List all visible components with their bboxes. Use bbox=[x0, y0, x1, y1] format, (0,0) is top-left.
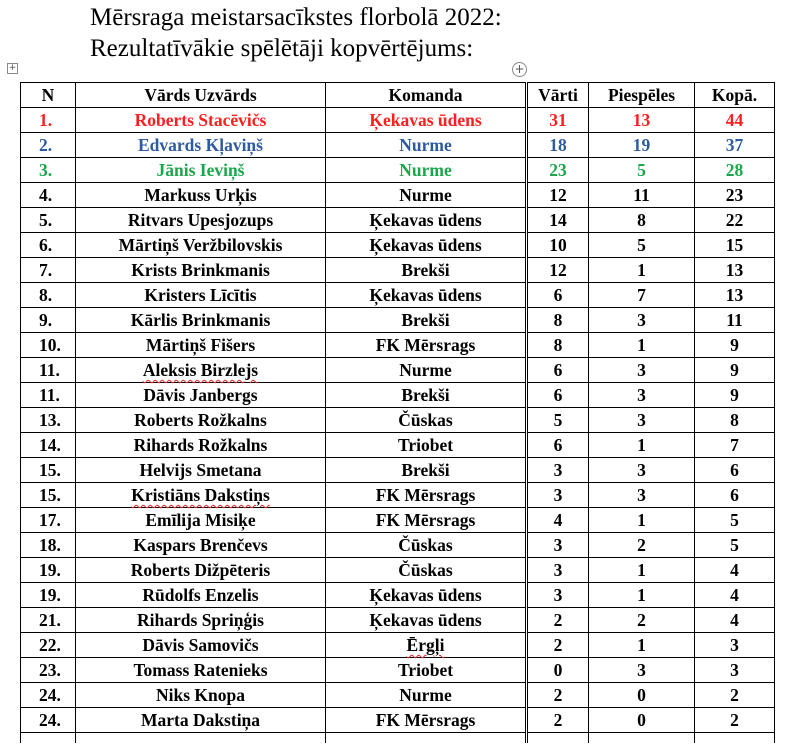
team-cell bbox=[326, 533, 526, 558]
goals-cell: 2 bbox=[528, 683, 589, 708]
table-row bbox=[21, 658, 526, 683]
header-total: Kopā. bbox=[695, 83, 775, 108]
stats-row bbox=[528, 708, 775, 733]
goals-cell: 10 bbox=[528, 233, 589, 258]
rank-cell-text: 19. bbox=[39, 585, 61, 605]
document-title bbox=[90, 2, 502, 64]
rank-cell bbox=[21, 283, 76, 308]
empty-row bbox=[528, 733, 775, 743]
table-header-row bbox=[21, 83, 526, 108]
team-cell-text: Čūskas bbox=[398, 560, 453, 580]
assists-cell: 0 bbox=[589, 708, 695, 733]
table-row bbox=[21, 683, 526, 708]
team-cell-text: Ķekavas ūdens bbox=[369, 610, 482, 630]
team-cell-text: Ērgļi bbox=[406, 635, 445, 655]
player-name-cell-text: Tomass Ratenieks bbox=[133, 660, 268, 680]
rank-cell-text: 9. bbox=[39, 310, 53, 330]
stats-row bbox=[528, 233, 775, 258]
rank-cell-text: 7. bbox=[39, 260, 53, 280]
header-team: Komanda bbox=[326, 83, 526, 108]
player-name-cell-text: Edvards Kļaviņš bbox=[138, 135, 263, 155]
player-name-cell bbox=[76, 608, 326, 633]
assists-cell: 5 bbox=[589, 233, 695, 258]
team-cell bbox=[326, 208, 526, 233]
stats-row bbox=[528, 658, 775, 683]
rank-cell-text: 8. bbox=[39, 285, 53, 305]
rank-cell bbox=[21, 233, 76, 258]
rank-cell-text: 18. bbox=[39, 535, 61, 555]
rank-cell bbox=[21, 658, 76, 683]
total-cell: 9 bbox=[695, 333, 775, 358]
goals-cell: 23 bbox=[528, 158, 589, 183]
total-cell: 3 bbox=[695, 633, 775, 658]
table-row bbox=[21, 383, 526, 408]
rank-cell-text: 11. bbox=[39, 360, 60, 380]
team-cell bbox=[326, 133, 526, 158]
team-cell-text: Triobet bbox=[397, 435, 454, 455]
team-cell-text: FK Mērsrags bbox=[375, 510, 476, 530]
player-name-cell bbox=[76, 658, 326, 683]
assists-cell: 3 bbox=[589, 458, 695, 483]
player-name-cell-text: Markuss Urķis bbox=[144, 185, 257, 205]
team-cell bbox=[326, 108, 526, 133]
player-name-cell-text: Kārlis Brinkmanis bbox=[130, 310, 271, 330]
table-row bbox=[21, 583, 526, 608]
goals-cell: 3 bbox=[528, 583, 589, 608]
total-cell: 5 bbox=[695, 533, 775, 558]
goals-cell: 18 bbox=[528, 133, 589, 158]
stats-table bbox=[527, 82, 775, 743]
player-name-cell-text: Rihards Rožkalns bbox=[133, 435, 268, 455]
assists-cell: 3 bbox=[589, 658, 695, 683]
total-cell: 6 bbox=[695, 483, 775, 508]
team-cell bbox=[326, 708, 526, 733]
goals-cell: 8 bbox=[528, 308, 589, 333]
rank-cell-text: 5. bbox=[39, 210, 53, 230]
stats-row bbox=[528, 458, 775, 483]
team-cell bbox=[326, 283, 526, 308]
stats-row bbox=[528, 558, 775, 583]
goals-cell: 8 bbox=[528, 333, 589, 358]
rank-cell-text: 24. bbox=[39, 710, 61, 730]
rank-cell-text: 11. bbox=[39, 385, 60, 405]
team-cell bbox=[326, 383, 526, 408]
team-cell bbox=[326, 408, 526, 433]
team-cell-text: Čūskas bbox=[398, 535, 453, 555]
rank-cell-text: 1. bbox=[39, 110, 53, 130]
goals-cell: 12 bbox=[528, 258, 589, 283]
assists-cell: 5 bbox=[589, 158, 695, 183]
team-cell bbox=[326, 508, 526, 533]
player-name-cell-text: Marta Dakstiņa bbox=[140, 710, 261, 730]
table-row bbox=[21, 258, 526, 283]
total-cell: 8 bbox=[695, 408, 775, 433]
empty-cell bbox=[589, 733, 695, 743]
team-cell-text: Triobet bbox=[397, 660, 454, 680]
total-cell: 44 bbox=[695, 108, 775, 133]
table-row bbox=[21, 158, 526, 183]
assists-cell: 3 bbox=[589, 308, 695, 333]
player-name-cell-text: Dāvis Samovičs bbox=[142, 635, 259, 655]
assists-cell: 13 bbox=[589, 108, 695, 133]
team-cell-text: FK Mērsrags bbox=[375, 335, 476, 355]
title-line-1: Mērsraga meistarsacīkstes florbolā 2022: bbox=[90, 4, 502, 31]
stats-row bbox=[528, 633, 775, 658]
empty-cell bbox=[528, 733, 589, 743]
table-row bbox=[21, 508, 526, 533]
goals-cell: 14 bbox=[528, 208, 589, 233]
total-cell: 13 bbox=[695, 283, 775, 308]
player-name-cell-text: Jānis Ieviņš bbox=[156, 160, 245, 180]
table-row bbox=[21, 608, 526, 633]
assists-cell: 0 bbox=[589, 683, 695, 708]
goals-cell: 6 bbox=[528, 433, 589, 458]
player-name-cell-text: Mārtiņš Veržbilovskis bbox=[118, 235, 283, 255]
rank-cell-text: 2. bbox=[39, 135, 53, 155]
rank-cell-text: 15. bbox=[39, 485, 61, 505]
assists-cell: 7 bbox=[589, 283, 695, 308]
total-cell: 28 bbox=[695, 158, 775, 183]
team-cell-text: Ķekavas ūdens bbox=[369, 110, 482, 130]
table-row bbox=[21, 558, 526, 583]
player-name-cell-text: Krists Brinkmanis bbox=[131, 260, 270, 280]
team-cell-text: FK Mērsrags bbox=[375, 485, 476, 505]
rank-cell bbox=[21, 533, 76, 558]
assists-cell: 1 bbox=[589, 433, 695, 458]
player-name-cell bbox=[76, 483, 326, 508]
player-name-cell bbox=[76, 458, 326, 483]
table-row bbox=[21, 633, 526, 658]
stats-row bbox=[528, 308, 775, 333]
goals-cell: 5 bbox=[528, 408, 589, 433]
rank-cell bbox=[21, 508, 76, 533]
rank-cell bbox=[21, 433, 76, 458]
table-row bbox=[21, 183, 526, 208]
total-cell: 13 bbox=[695, 258, 775, 283]
table-row bbox=[21, 108, 526, 133]
header-name: Vārds Uzvārds bbox=[76, 83, 326, 108]
total-cell: 7 bbox=[695, 433, 775, 458]
team-cell-text: Brekši bbox=[401, 460, 450, 480]
header-number: N bbox=[21, 83, 76, 108]
stats-row bbox=[528, 133, 775, 158]
rank-cell bbox=[21, 683, 76, 708]
team-cell bbox=[326, 608, 526, 633]
rank-cell bbox=[21, 608, 76, 633]
assists-cell: 1 bbox=[589, 583, 695, 608]
total-cell: 11 bbox=[695, 308, 775, 333]
player-name-cell bbox=[76, 508, 326, 533]
player-name-cell-text: Rūdolfs Enzelis bbox=[142, 585, 259, 605]
table-row bbox=[21, 433, 526, 458]
assists-cell: 1 bbox=[589, 258, 695, 283]
player-name-cell-text: Roberts Dižpēteris bbox=[130, 560, 271, 580]
rank-cell bbox=[21, 583, 76, 608]
player-name-cell-text: Roberts Rožkalns bbox=[134, 410, 267, 430]
team-cell bbox=[326, 233, 526, 258]
team-cell bbox=[326, 658, 526, 683]
team-cell-text: Ķekavas ūdens bbox=[369, 285, 482, 305]
goals-cell: 2 bbox=[528, 708, 589, 733]
team-cell-text: Nurme bbox=[399, 135, 452, 155]
total-cell: 2 bbox=[695, 683, 775, 708]
player-name-cell bbox=[76, 533, 326, 558]
team-cell-text: Nurme bbox=[399, 360, 452, 380]
rank-cell-text: 21. bbox=[39, 610, 61, 630]
empty-cell bbox=[76, 733, 326, 743]
rank-cell bbox=[21, 333, 76, 358]
rank-cell bbox=[21, 483, 76, 508]
team-cell bbox=[326, 158, 526, 183]
table-row bbox=[21, 208, 526, 233]
stats-row bbox=[528, 533, 775, 558]
total-cell: 9 bbox=[695, 358, 775, 383]
player-name-cell-text: Rihards Spriņģis bbox=[137, 610, 264, 630]
header-assists: Piespēles bbox=[589, 83, 695, 108]
stats-row bbox=[528, 208, 775, 233]
rank-cell bbox=[21, 258, 76, 283]
assists-cell: 1 bbox=[589, 633, 695, 658]
rank-cell-text: 15. bbox=[39, 460, 61, 480]
empty-row bbox=[21, 733, 526, 743]
player-name-cell bbox=[76, 358, 326, 383]
player-name-cell bbox=[76, 183, 326, 208]
player-name-cell-text: Dāvis Janbergs bbox=[143, 385, 258, 405]
total-cell: 5 bbox=[695, 508, 775, 533]
total-cell: 37 bbox=[695, 133, 775, 158]
total-cell: 4 bbox=[695, 608, 775, 633]
stats-row bbox=[528, 283, 775, 308]
player-name-cell-text: Ritvars Upesjozups bbox=[127, 210, 274, 230]
team-cell-text: Brekši bbox=[401, 310, 450, 330]
stats-row bbox=[528, 508, 775, 533]
stats-row bbox=[528, 108, 775, 133]
rank-cell bbox=[21, 708, 76, 733]
goals-cell: 0 bbox=[528, 658, 589, 683]
total-cell: 9 bbox=[695, 383, 775, 408]
total-cell: 23 bbox=[695, 183, 775, 208]
rank-cell-text: 17. bbox=[39, 510, 61, 530]
rank-cell-text: 10. bbox=[39, 335, 61, 355]
table-row bbox=[21, 708, 526, 733]
table-row bbox=[21, 533, 526, 558]
player-name-cell bbox=[76, 333, 326, 358]
total-cell: 15 bbox=[695, 233, 775, 258]
stats-row bbox=[528, 583, 775, 608]
team-cell-text: Nurme bbox=[399, 685, 452, 705]
total-cell: 3 bbox=[695, 658, 775, 683]
table-row bbox=[21, 458, 526, 483]
team-cell bbox=[326, 458, 526, 483]
team-cell-text: Čūskas bbox=[398, 410, 453, 430]
total-cell: 6 bbox=[695, 458, 775, 483]
goals-cell: 3 bbox=[528, 458, 589, 483]
rank-cell bbox=[21, 383, 76, 408]
player-name-cell bbox=[76, 708, 326, 733]
rank-cell bbox=[21, 308, 76, 333]
player-name-cell bbox=[76, 583, 326, 608]
team-cell-text: FK Mērsrags bbox=[375, 710, 476, 730]
goals-cell: 12 bbox=[528, 183, 589, 208]
player-name-cell bbox=[76, 283, 326, 308]
table-row bbox=[21, 308, 526, 333]
rank-cell-text: 13. bbox=[39, 410, 61, 430]
team-cell-text: Ķekavas ūdens bbox=[369, 235, 482, 255]
assists-cell: 8 bbox=[589, 208, 695, 233]
players-table bbox=[20, 82, 526, 743]
rank-cell bbox=[21, 358, 76, 383]
player-name-cell-text: Niks Knopa bbox=[156, 685, 245, 705]
table-row bbox=[21, 283, 526, 308]
team-cell bbox=[326, 558, 526, 583]
player-name-cell-text: Roberts Stacēvičs bbox=[134, 110, 267, 130]
add-column-icon[interactable]: + bbox=[512, 62, 527, 77]
team-cell bbox=[326, 333, 526, 358]
goals-cell: 2 bbox=[528, 608, 589, 633]
stats-header-row bbox=[528, 83, 775, 108]
rank-cell-text: 3. bbox=[39, 160, 53, 180]
empty-cell bbox=[21, 733, 76, 743]
team-cell bbox=[326, 358, 526, 383]
goals-cell: 2 bbox=[528, 633, 589, 658]
team-cell-text: Brekši bbox=[401, 385, 450, 405]
player-name-cell-text: Kristiāns Dakstiņs bbox=[131, 485, 270, 505]
player-name-cell-text: Kaspars Brenčevs bbox=[133, 535, 268, 555]
assists-cell: 2 bbox=[589, 533, 695, 558]
goals-cell: 6 bbox=[528, 383, 589, 408]
assists-cell: 1 bbox=[589, 558, 695, 583]
rank-cell bbox=[21, 633, 76, 658]
rank-cell-text: 4. bbox=[39, 185, 53, 205]
player-name-cell bbox=[76, 108, 326, 133]
goals-cell: 3 bbox=[528, 558, 589, 583]
rank-cell-text: 6. bbox=[39, 235, 53, 255]
team-cell-text: Brekši bbox=[401, 260, 450, 280]
player-name-cell bbox=[76, 558, 326, 583]
player-name-cell-text: Helvijs Smetana bbox=[139, 460, 262, 480]
header-goals: Vārti bbox=[528, 83, 589, 108]
stats-row bbox=[528, 408, 775, 433]
assists-cell: 11 bbox=[589, 183, 695, 208]
stats-row bbox=[528, 683, 775, 708]
assists-cell: 3 bbox=[589, 383, 695, 408]
stats-row bbox=[528, 433, 775, 458]
rank-cell bbox=[21, 183, 76, 208]
rank-cell-text: 22. bbox=[39, 635, 61, 655]
table-row bbox=[21, 408, 526, 433]
player-name-cell bbox=[76, 233, 326, 258]
team-cell bbox=[326, 308, 526, 333]
team-cell bbox=[326, 483, 526, 508]
table-row bbox=[21, 133, 526, 158]
table-row bbox=[21, 233, 526, 258]
goals-cell: 3 bbox=[528, 483, 589, 508]
stats-row bbox=[528, 483, 775, 508]
rank-cell-text: 24. bbox=[39, 685, 61, 705]
empty-cell bbox=[326, 733, 526, 743]
stats-row bbox=[528, 258, 775, 283]
assists-cell: 3 bbox=[589, 483, 695, 508]
rank-cell bbox=[21, 558, 76, 583]
player-name-cell bbox=[76, 433, 326, 458]
goals-cell: 3 bbox=[528, 533, 589, 558]
rank-cell-text: 19. bbox=[39, 560, 61, 580]
team-cell bbox=[326, 433, 526, 458]
total-cell: 2 bbox=[695, 708, 775, 733]
goals-cell: 6 bbox=[528, 358, 589, 383]
table-move-handle-icon[interactable]: + bbox=[8, 63, 17, 73]
team-cell bbox=[326, 583, 526, 608]
total-cell: 4 bbox=[695, 583, 775, 608]
title-line-2: Rezultatīvākie spēlētāji kopvērtējums: bbox=[90, 35, 474, 62]
player-name-cell-text: Kristers Līcītis bbox=[144, 285, 257, 305]
team-cell bbox=[326, 183, 526, 208]
goals-cell: 31 bbox=[528, 108, 589, 133]
table-row bbox=[21, 333, 526, 358]
player-name-cell bbox=[76, 408, 326, 433]
stats-row bbox=[528, 158, 775, 183]
player-name-cell bbox=[76, 258, 326, 283]
team-cell bbox=[326, 683, 526, 708]
rank-cell-text: 14. bbox=[39, 435, 61, 455]
table-row bbox=[21, 483, 526, 508]
rank-cell bbox=[21, 158, 76, 183]
assists-cell: 1 bbox=[589, 508, 695, 533]
player-name-cell bbox=[76, 208, 326, 233]
player-name-cell-text: Emīlija Misiķe bbox=[145, 510, 256, 530]
team-cell bbox=[326, 633, 526, 658]
stats-row bbox=[528, 183, 775, 208]
team-cell-text: Nurme bbox=[399, 185, 452, 205]
rank-cell bbox=[21, 133, 76, 158]
player-name-cell bbox=[76, 158, 326, 183]
assists-cell: 3 bbox=[589, 358, 695, 383]
stats-row bbox=[528, 333, 775, 358]
player-name-cell bbox=[76, 133, 326, 158]
player-name-cell bbox=[76, 383, 326, 408]
total-cell: 22 bbox=[695, 208, 775, 233]
assists-cell: 1 bbox=[589, 333, 695, 358]
team-cell bbox=[326, 258, 526, 283]
team-cell-text: Ķekavas ūdens bbox=[369, 585, 482, 605]
player-name-cell bbox=[76, 308, 326, 333]
stats-row bbox=[528, 358, 775, 383]
assists-cell: 3 bbox=[589, 408, 695, 433]
player-name-cell-text: Mārtiņš Fišers bbox=[145, 335, 256, 355]
rank-cell bbox=[21, 458, 76, 483]
total-cell: 4 bbox=[695, 558, 775, 583]
assists-cell: 19 bbox=[589, 133, 695, 158]
rank-cell bbox=[21, 208, 76, 233]
empty-cell bbox=[695, 733, 775, 743]
rank-cell bbox=[21, 408, 76, 433]
table-row bbox=[21, 358, 526, 383]
team-cell-text: Nurme bbox=[399, 160, 452, 180]
stats-row bbox=[528, 608, 775, 633]
goals-cell: 6 bbox=[528, 283, 589, 308]
team-cell-text: Ķekavas ūdens bbox=[369, 210, 482, 230]
player-name-cell bbox=[76, 683, 326, 708]
rank-cell bbox=[21, 108, 76, 133]
assists-cell: 2 bbox=[589, 608, 695, 633]
goals-cell: 4 bbox=[528, 508, 589, 533]
player-name-cell bbox=[76, 633, 326, 658]
stats-row bbox=[528, 383, 775, 408]
rank-cell-text: 23. bbox=[39, 660, 61, 680]
player-name-cell-text: Aleksis Birzlejs bbox=[142, 360, 259, 380]
